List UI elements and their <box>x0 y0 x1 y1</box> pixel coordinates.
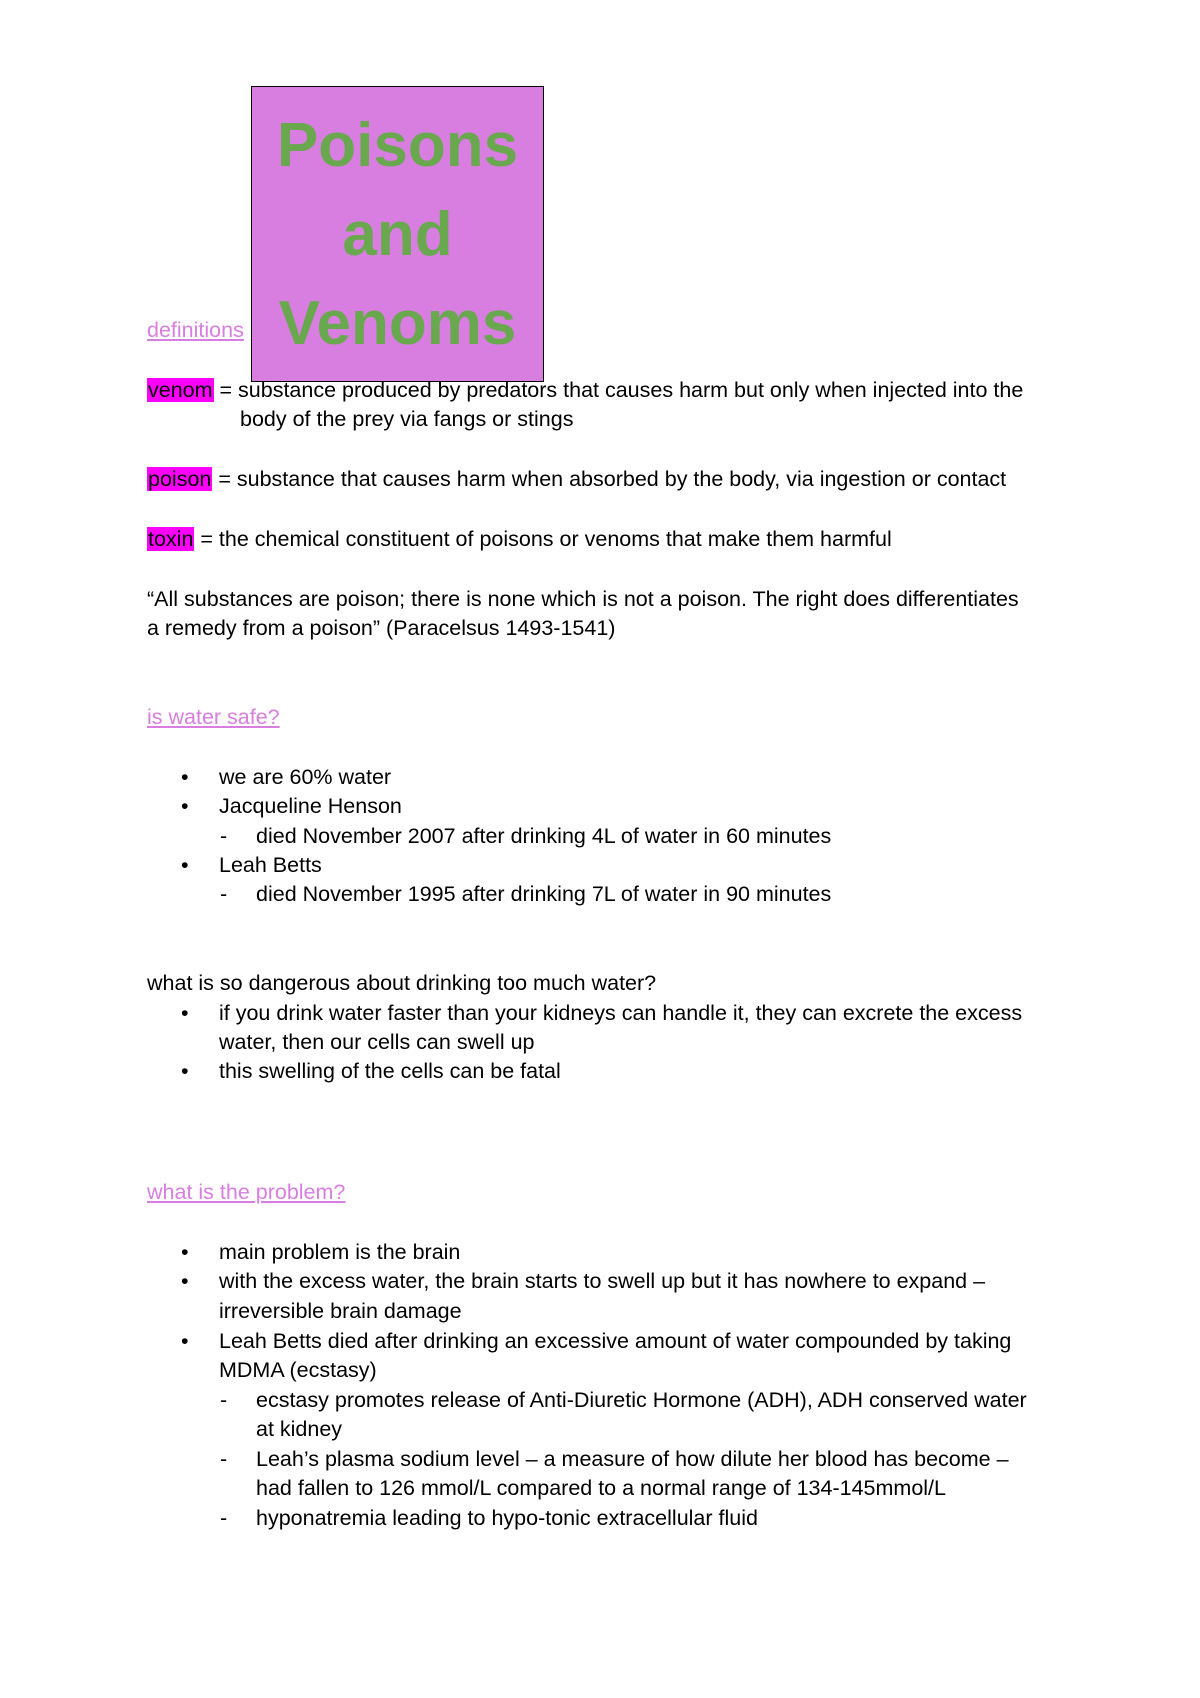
problem-heading: what is the problem? <box>147 1180 346 1204</box>
venom-term: venom <box>148 378 213 402</box>
sub-list-item: hyponatremia leading to hypo-tonic extracellular fluid <box>256 1506 758 1530</box>
list-item: Jacqueline Henson <box>219 794 402 818</box>
list-item: we are 60% water <box>219 765 392 789</box>
dash-icon: - <box>220 824 228 848</box>
quote-line: “All substances are poison; there is none which is not a poison. The right does differentiates <box>147 587 1019 611</box>
title-line: Poisons <box>276 110 519 180</box>
list-item: this swelling of the cells can be fatal <box>219 1059 561 1083</box>
dangerous-question: what is so dangerous about drinking too much water? <box>147 971 657 995</box>
sub-list-item: died November 1995 after drinking 7L of water in 90 minutes <box>256 882 832 906</box>
sub-list-item: ecstasy promotes release of Anti-Diuretic Hormone (ADH), ADH conserved water <box>256 1388 1027 1412</box>
definition-text: = substance that causes harm when absorbed by the body, via ingestion or contact <box>212 467 1007 491</box>
quote-line: a remedy from a poison” (Paracelsus 1493-1541) <box>147 616 616 640</box>
dash-icon: - <box>220 882 228 906</box>
venom-definition-cont: body of the prey via fangs or stings <box>240 407 574 431</box>
bullet-icon: • <box>181 1240 189 1264</box>
bullet-icon: • <box>181 765 189 789</box>
dash-icon: - <box>220 1388 228 1412</box>
bullet-icon: • <box>181 853 189 877</box>
sub-list-item-cont: had fallen to 126 mmol/L compared to a normal range of 134-145mmol/L <box>256 1476 946 1500</box>
definitions-heading: definitions <box>147 318 244 342</box>
list-item: Leah Betts died after drinking an excessive amount of water compounded by taking <box>219 1329 1012 1353</box>
title-line: and <box>342 199 453 269</box>
dash-icon: - <box>220 1447 228 1471</box>
bullet-icon: • <box>181 794 189 818</box>
list-item-cont: water, then our cells can swell up <box>219 1030 535 1054</box>
toxin-definition <box>147 525 892 554</box>
definition-text: = substance produced by predators that causes harm but only when injected into the <box>213 378 1024 402</box>
sub-list-item: Leah’s plasma sodium level – a measure of how dilute her blood has become – <box>256 1447 1009 1471</box>
bullet-icon: • <box>181 1001 189 1025</box>
list-item: with the excess water, the brain starts to swell up but it has nowhere to expand – <box>219 1269 986 1293</box>
list-item-cont: irreversible brain damage <box>219 1299 462 1323</box>
document-title <box>277 101 518 368</box>
list-item: if you drink water faster than your kidneys can handle it, they can excrete the excess <box>219 1001 1023 1025</box>
poison-term: poison <box>148 467 212 491</box>
bullet-icon: • <box>181 1269 189 1293</box>
venom-definition <box>147 376 1023 405</box>
water-safe-heading: is water safe? <box>147 705 280 729</box>
toxin-term: toxin <box>148 527 194 551</box>
definition-text: = the chemical constituent of poisons or venoms that make them harmful <box>194 527 892 551</box>
dash-icon: - <box>220 1506 228 1530</box>
bullet-icon: • <box>181 1329 189 1353</box>
list-item: main problem is the brain <box>219 1240 461 1264</box>
title-line: Venoms <box>278 288 517 358</box>
list-item: Leah Betts <box>219 853 322 877</box>
sub-list-item: died November 2007 after drinking 4L of water in 60 minutes <box>256 824 832 848</box>
title-box <box>251 86 544 382</box>
sub-list-item-cont: at kidney <box>256 1417 343 1441</box>
bullet-icon: • <box>181 1059 189 1083</box>
poison-definition <box>147 465 1006 494</box>
list-item-cont: MDMA (ecstasy) <box>219 1358 377 1382</box>
